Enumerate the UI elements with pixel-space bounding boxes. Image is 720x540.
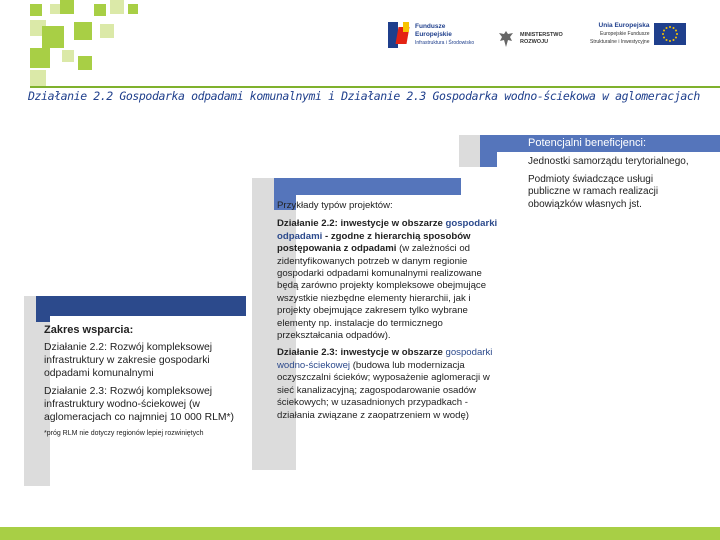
step-2-header [296,178,461,195]
fundusze-europejskie-icon [388,22,410,48]
deco-square [50,4,60,14]
logo-fundusze-europejskie [388,22,474,48]
deco-square [74,22,92,40]
d22-blue: gospodarki odpadami [277,218,498,242]
logo-ue-line1: Unia Europejska [598,22,650,29]
przyklady-heading: Przykłady typów projektów: [277,200,393,211]
step-1-header [50,296,246,316]
beneficjenci-list [528,156,698,216]
logo-min-line1: MINISTERSTWO [520,32,563,38]
beneficjenci-heading: Potencjalni beneficjenci: [528,137,647,149]
deco-square [42,26,64,48]
d23-rest: (budowa lub modernizacja oczyszczalni ścieków; wyposażenie aglomeracji w sieć kanalizacyjną; zagospodarowanie osadów ściekowych; w uzasadnionych przypadkach - działania związane z zaopatrzeniem w wodę) [277,359,490,421]
deco-square [78,56,92,70]
deco-square [110,0,124,14]
zakres-heading: Zakres wsparcia: [44,324,134,336]
przyklady-d22 [277,218,499,342]
step-1-riser [36,296,50,322]
zakres-footnote: *próg RLM nie dotyczy regionów lepiej rozwiniętych [44,430,204,437]
beneficjent-item: Jednostki samorządu terytorialnego, [528,156,689,167]
eagle-emblem-icon [497,28,515,50]
eu-flag-icon [654,23,686,45]
deco-square [30,48,50,68]
step-3-riser [480,135,497,167]
d23-blue: gospodarki wodno-ściekowej [277,347,493,371]
deco-square [30,4,42,16]
d23-label: Działanie 2.3: inwestycje w obszarze [277,347,443,359]
logo-ministerstwo-rozwoju [497,28,563,50]
przyklady-section [277,200,499,427]
beneficjent-item: Podmioty świadczące usługi publiczne w ramach realizacji obowiązków własnych jst. [528,173,659,210]
logo-min-line2: ROZWOJU [520,39,549,45]
deco-square [60,0,74,14]
d22-label: Działanie 2.2: inwestycje w obszarze [277,218,443,230]
footer-bar [0,527,720,540]
przyklady-d23 [277,347,499,421]
d22-mid: - zgodne z hierarchią [322,230,421,242]
deco-square [94,4,106,16]
d22-bold2: sposobów postępowania z odpadami [277,230,471,255]
deco-square [62,50,74,62]
logo-fe-line1: Fundusze [415,23,446,30]
deco-square [128,4,138,14]
zakres-section [44,324,240,443]
logo-ue-line3: Strukturalne i Inwestycyjne [590,39,650,45]
deco-square [100,24,114,38]
deco-square [30,70,46,86]
page-title: Działanie 2.2 Gospodarka odpadami komunalnymi i Działanie 2.3 Gospodarka wodno-ściekowa w aglomeracjach [28,89,700,103]
d22-rest: (w zależności od zidentyfikowanych potrzeb w danym regionie gospodarki odpadami komunalnymi realizowane będą zarówno projekty kompleksowe obejmujące wszystkie niezbędne elementy hierarchii, jak i projekty obejmujące zakresem tylko wybrane elementy np. instalacje do termicznego przekształcania odpadów). [277,243,487,342]
logo-ue-line2: Europejskie Fundusze [600,31,650,37]
header-divider [30,86,720,88]
zakres-item: Działanie 2.2: Rozwój kompleksowej infrastruktury w zakresie gospodarki odpadami komunalnymi [44,342,213,379]
logo-fe-line3: Infrastruktura i Środowisko [415,40,475,46]
logo-unia-europejska [590,22,686,46]
zakres-item: Działanie 2.3: Rozwój kompleksowej infrastruktury wodno-ściekowej (w aglomeracjach co najmniej 10 000 RLM*) [44,386,235,423]
logo-fe-line2: Europejskie [415,31,452,38]
